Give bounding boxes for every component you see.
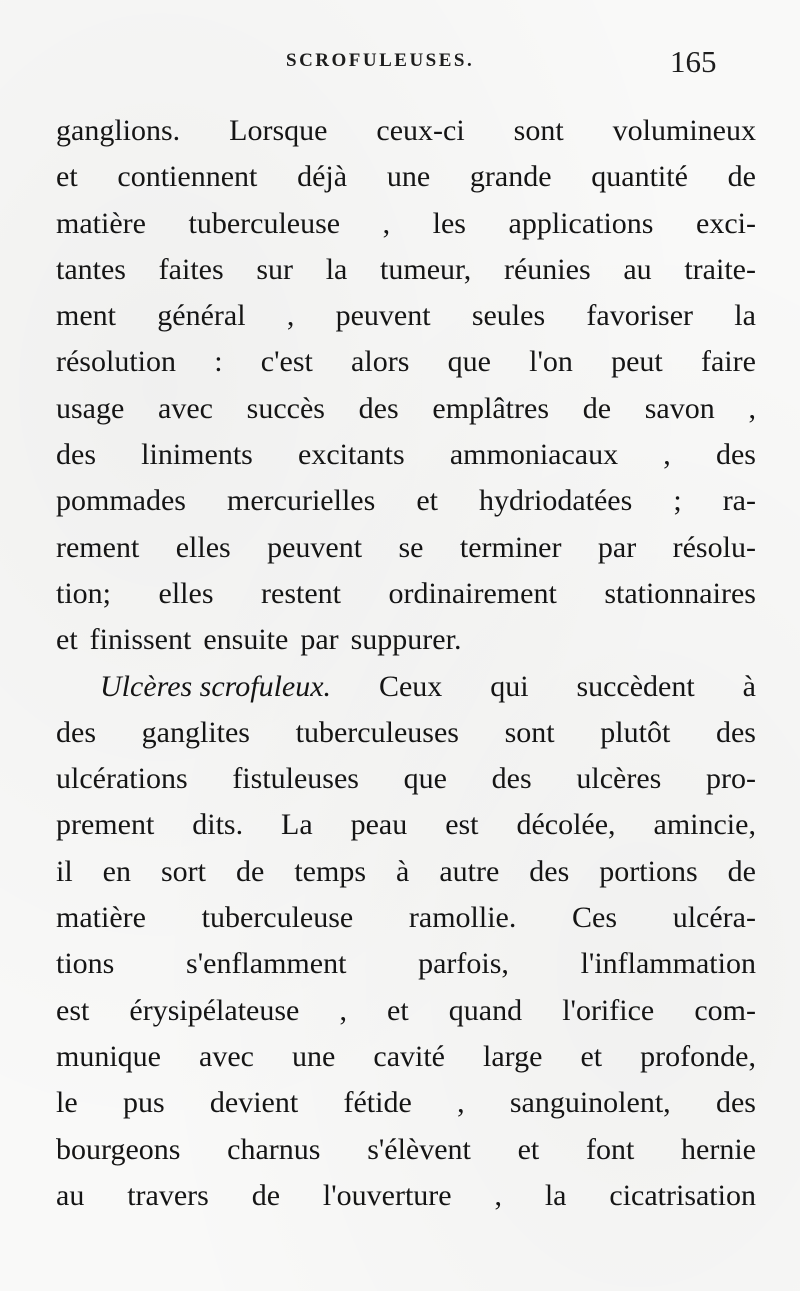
word: profonde, bbox=[640, 1039, 756, 1073]
word: , bbox=[382, 206, 391, 240]
word: , bbox=[663, 438, 671, 472]
word: restent bbox=[261, 576, 341, 610]
word: ammoniacaux bbox=[449, 438, 619, 472]
text-line bbox=[56, 802, 756, 848]
text-line bbox=[56, 432, 756, 478]
word: ment bbox=[56, 299, 116, 333]
word: réunies bbox=[504, 252, 591, 286]
word: cavité bbox=[373, 1039, 445, 1073]
word: s'enflamment bbox=[186, 947, 347, 981]
word: au bbox=[623, 252, 652, 286]
word: et bbox=[416, 484, 438, 518]
word: quantité bbox=[591, 160, 688, 194]
word: des bbox=[56, 438, 96, 472]
text-line bbox=[56, 849, 756, 895]
word: peuvent bbox=[267, 530, 363, 564]
word: de bbox=[236, 854, 265, 888]
text-line bbox=[56, 247, 756, 293]
word: dits. bbox=[192, 808, 244, 842]
word: ulcères bbox=[576, 762, 662, 796]
word: que bbox=[403, 762, 447, 796]
word: au bbox=[56, 1178, 85, 1212]
word: sanguinolent, bbox=[509, 1086, 671, 1120]
word: portions bbox=[599, 854, 698, 888]
word: de bbox=[251, 1178, 281, 1212]
word: peuvent bbox=[335, 299, 431, 333]
word: des bbox=[529, 854, 570, 888]
text-line bbox=[56, 571, 756, 617]
word: pommades bbox=[56, 484, 186, 518]
word: matière bbox=[56, 901, 146, 935]
word: traite- bbox=[684, 252, 756, 286]
word: en bbox=[102, 854, 131, 888]
word: seules bbox=[471, 299, 546, 333]
word: sort bbox=[161, 854, 206, 888]
word: la bbox=[544, 1178, 567, 1212]
word: avec bbox=[158, 391, 213, 425]
word: tumeur, bbox=[380, 252, 472, 286]
text-line bbox=[56, 664, 756, 710]
word: ramollie. bbox=[408, 901, 517, 935]
word: succès bbox=[246, 391, 325, 425]
word: quand bbox=[448, 993, 523, 1027]
word: pro- bbox=[706, 762, 756, 796]
word: et bbox=[56, 160, 78, 194]
word: et bbox=[387, 993, 409, 1027]
word: suppurer. bbox=[350, 623, 462, 657]
word: parfois, bbox=[418, 947, 509, 981]
word: faites bbox=[158, 252, 224, 286]
word: par bbox=[597, 530, 637, 564]
word: de bbox=[727, 160, 756, 194]
word: fistuleuses bbox=[232, 762, 359, 796]
word: succèdent bbox=[576, 669, 695, 703]
word: déjà bbox=[297, 160, 348, 194]
word: Ces bbox=[572, 901, 618, 935]
word: mercurielles bbox=[227, 484, 376, 518]
word: rement bbox=[56, 530, 140, 564]
word: finissent bbox=[89, 623, 192, 657]
text-line bbox=[56, 108, 756, 154]
word: une bbox=[292, 1039, 336, 1073]
word: ceux-ci bbox=[376, 114, 465, 147]
word: érysipélateuse bbox=[129, 993, 300, 1027]
word: et bbox=[517, 1132, 540, 1166]
word: de bbox=[582, 391, 612, 425]
section-heading: Ulcères scrofuleux. bbox=[100, 669, 332, 703]
text-line bbox=[56, 386, 756, 432]
word: et bbox=[56, 623, 78, 657]
word: se bbox=[398, 530, 424, 564]
text-line bbox=[56, 895, 756, 941]
text-line bbox=[56, 1173, 756, 1219]
word: sont bbox=[513, 114, 564, 147]
word: plutôt bbox=[600, 715, 671, 749]
word: l'on bbox=[529, 345, 573, 379]
word: : bbox=[214, 345, 223, 379]
text-line bbox=[56, 525, 756, 571]
word: s'élèvent bbox=[367, 1132, 471, 1166]
word: ensuite bbox=[203, 623, 289, 657]
word: , bbox=[286, 299, 295, 333]
word: La bbox=[281, 808, 313, 842]
word: applications bbox=[508, 206, 654, 240]
word: prement bbox=[56, 808, 155, 842]
word: le bbox=[56, 1086, 78, 1120]
body-text bbox=[56, 108, 756, 1219]
word: autre bbox=[439, 854, 500, 888]
word: est bbox=[56, 993, 90, 1027]
word: sur bbox=[256, 252, 293, 286]
word: favoriser bbox=[586, 299, 694, 333]
word: résolu- bbox=[672, 530, 756, 564]
word: excitants bbox=[298, 438, 405, 472]
word: l'ouverture bbox=[322, 1178, 452, 1212]
word: devient bbox=[209, 1086, 299, 1120]
word: large bbox=[483, 1039, 543, 1073]
word: grande bbox=[469, 160, 552, 194]
word: des bbox=[715, 715, 756, 749]
word: stationnaires bbox=[604, 576, 756, 610]
word: résolution bbox=[56, 345, 176, 379]
text-line bbox=[56, 941, 756, 987]
word: hydriodatées bbox=[479, 484, 633, 518]
word: pus bbox=[122, 1086, 165, 1120]
word: ordinairement bbox=[388, 576, 557, 610]
word: ulcérations bbox=[56, 762, 188, 796]
text-line bbox=[56, 154, 756, 200]
word: décolée, bbox=[516, 808, 616, 842]
word: com- bbox=[694, 993, 756, 1027]
word: que bbox=[447, 345, 491, 379]
text-line bbox=[56, 1127, 756, 1173]
word: munique bbox=[56, 1039, 161, 1073]
word: c'est bbox=[260, 345, 313, 379]
text-line bbox=[56, 756, 756, 802]
word: à bbox=[396, 854, 410, 888]
word: temps bbox=[294, 854, 366, 888]
text-line bbox=[56, 710, 756, 756]
running-title: SCROFULEUSES. bbox=[286, 50, 475, 71]
word: l'orifice bbox=[562, 993, 655, 1027]
text-line bbox=[56, 1080, 756, 1126]
word: , bbox=[748, 391, 756, 425]
word: , bbox=[339, 993, 347, 1027]
word: amincie, bbox=[653, 808, 756, 842]
word: des bbox=[358, 391, 399, 425]
page-number: 165 bbox=[670, 44, 717, 79]
word: l'inflammation bbox=[580, 947, 756, 981]
word: la bbox=[734, 299, 756, 333]
word: de bbox=[727, 854, 756, 888]
running-head bbox=[0, 44, 800, 84]
word: , bbox=[457, 1086, 465, 1120]
word: elles bbox=[175, 530, 231, 564]
word: terminer bbox=[459, 530, 562, 564]
word: emplâtres bbox=[432, 391, 549, 425]
text-line bbox=[56, 339, 756, 385]
word: il bbox=[56, 854, 73, 888]
word: contiennent bbox=[117, 160, 258, 194]
word: alors bbox=[351, 345, 410, 379]
word: tions bbox=[56, 947, 115, 981]
text-line bbox=[56, 478, 756, 524]
word: à bbox=[742, 669, 756, 703]
word: des bbox=[715, 438, 756, 472]
word: faire bbox=[700, 345, 756, 379]
word: hernie bbox=[681, 1132, 756, 1166]
word: travers bbox=[127, 1178, 209, 1212]
word: fétide bbox=[343, 1086, 412, 1120]
word: des bbox=[715, 1086, 756, 1120]
word: exci- bbox=[696, 206, 756, 240]
word: liniments bbox=[141, 438, 253, 472]
word: bourgeons bbox=[56, 1132, 181, 1166]
word: usage bbox=[56, 391, 125, 425]
word: peau bbox=[350, 808, 408, 842]
text-line bbox=[56, 617, 756, 663]
word: des bbox=[56, 715, 96, 749]
word: est bbox=[445, 808, 479, 842]
word: et bbox=[580, 1039, 603, 1073]
word: les bbox=[432, 206, 466, 240]
word: par bbox=[300, 623, 339, 657]
word: tion; bbox=[56, 576, 112, 610]
word: volumineux bbox=[612, 114, 756, 147]
word: une bbox=[386, 160, 431, 194]
word: matière bbox=[56, 206, 146, 240]
word: ; bbox=[673, 484, 682, 518]
word: ganglions. bbox=[56, 114, 181, 147]
word: tuberculeuses bbox=[295, 715, 459, 749]
word: général bbox=[157, 299, 246, 333]
text-line bbox=[56, 201, 756, 247]
word: ganglites bbox=[141, 715, 250, 749]
word: elles bbox=[158, 576, 214, 610]
word: , bbox=[494, 1178, 502, 1212]
word: tuberculeuse bbox=[201, 901, 354, 935]
word: avec bbox=[199, 1039, 254, 1073]
word: ra- bbox=[722, 484, 756, 518]
word: tantes bbox=[56, 252, 126, 286]
word: charnus bbox=[227, 1132, 321, 1166]
word: tuberculeuse bbox=[188, 206, 341, 240]
text-line bbox=[56, 293, 756, 339]
text-line bbox=[56, 988, 756, 1034]
word: Ceux bbox=[378, 669, 443, 703]
word: Lorsque bbox=[229, 114, 328, 147]
word: cicatrisation bbox=[609, 1178, 756, 1212]
word: qui bbox=[490, 669, 529, 703]
word: savon bbox=[644, 391, 715, 425]
text-line bbox=[56, 1034, 756, 1080]
word: la bbox=[325, 252, 348, 286]
word: font bbox=[585, 1132, 635, 1166]
word: peut bbox=[611, 345, 663, 379]
word: ulcéra- bbox=[672, 901, 756, 935]
word: des bbox=[491, 762, 532, 796]
word: sont bbox=[504, 715, 555, 749]
